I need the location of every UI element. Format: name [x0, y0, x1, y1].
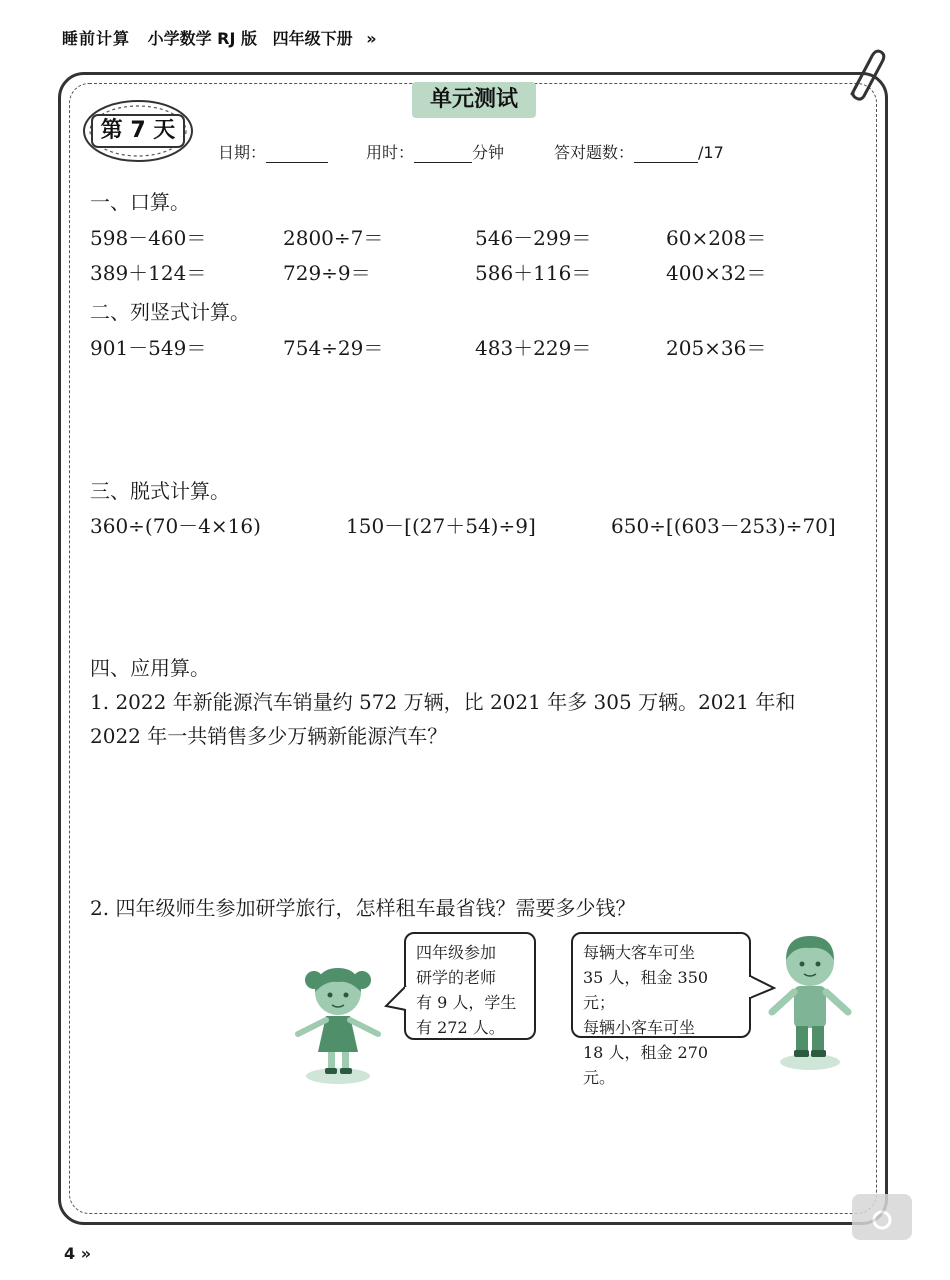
subject-label: 小学数学 RJ 版	[147, 29, 258, 48]
bubble-line: 35 人，租金 350 元；	[583, 968, 709, 1012]
score-total: /17	[698, 143, 724, 162]
score-label: 答对题数：	[554, 143, 635, 162]
problem-1-line-1: 1. 2022 年新能源汽车销量约 572 万辆，比 2021 年多 305 万辆。2021 年和	[90, 690, 796, 714]
problem-1-line-2: 2022 年一共销售多少万辆新能源汽车？	[90, 724, 448, 748]
time-unit: 分钟	[472, 143, 505, 162]
section-mental-math: 一、口算。	[90, 190, 190, 214]
time-field[interactable]	[366, 140, 504, 163]
score-blank[interactable]	[634, 144, 698, 163]
series-title: 睡前计算	[62, 29, 131, 48]
page-header	[62, 26, 377, 49]
date-field[interactable]	[218, 140, 328, 163]
equation: 729÷9＝	[283, 261, 371, 285]
bubble-line: 有 272 人。	[416, 1018, 505, 1037]
bubble-line: 四年级参加	[416, 943, 497, 962]
section-word-problems: 四、应用算。	[90, 656, 210, 680]
time-label: 用时：	[366, 143, 415, 162]
grade-label: 四年级下册	[272, 29, 353, 48]
overlay-button[interactable]	[852, 1194, 912, 1240]
page-title: 单元测试	[412, 82, 536, 118]
equation: 546－299＝	[475, 226, 592, 250]
expression: 360÷(70－4×16)	[90, 514, 261, 538]
bubble-line: 有 9 人，学生	[416, 993, 517, 1012]
equation: 205×36＝	[666, 336, 767, 360]
girl-speech-bubble	[404, 932, 536, 1040]
problem-2: 2. 四年级师生参加研学旅行，怎样租车最省钱？需要多少钱？	[90, 896, 636, 920]
girl-bubble-tail	[384, 984, 408, 1014]
paperclip-icon	[842, 46, 886, 102]
expression: 150－[(27＋54)÷9]	[346, 514, 536, 538]
section-vertical-calc: 二、列竖式计算。	[90, 300, 250, 324]
boy-speech-bubble	[571, 932, 751, 1087]
bubble-line: 研学的老师	[416, 968, 497, 987]
date-blank[interactable]	[266, 144, 328, 163]
bubble-line: 每辆小客车可坐	[583, 1018, 696, 1037]
equation: 389＋124＝	[90, 261, 207, 285]
date-label: 日期：	[218, 143, 267, 162]
bubble-line: 18 人，租金 270 元。	[583, 1043, 709, 1087]
section-stepwise-calc: 三、脱式计算。	[90, 479, 230, 503]
page-number-value: 4	[64, 1244, 76, 1263]
day-badge: 第 7 天	[100, 118, 176, 143]
equation: 2800÷7＝	[283, 226, 384, 250]
equation: 60×208＝	[666, 226, 767, 250]
equation: 598－460＝	[90, 226, 207, 250]
header-arrow-icon: »	[366, 29, 377, 48]
score-field[interactable]	[554, 140, 724, 163]
page-number	[64, 1244, 91, 1263]
worksheet-frame-dashed	[69, 83, 877, 1214]
equation: 483＋229＝	[475, 336, 592, 360]
expression: 650÷[(603－253)÷70]	[611, 514, 836, 538]
circle-icon	[852, 1194, 912, 1240]
time-blank[interactable]	[414, 144, 472, 163]
footer-arrow-icon: »	[80, 1244, 92, 1263]
equation: 754÷29＝	[283, 336, 384, 360]
girl-figure	[292, 962, 388, 1086]
equation: 400×32＝	[666, 261, 767, 285]
bubble-line: 每辆大客车可坐	[583, 943, 696, 962]
equation: 901－549＝	[90, 336, 207, 360]
boy-figure	[764, 932, 856, 1072]
equation: 586＋116＝	[475, 261, 592, 285]
